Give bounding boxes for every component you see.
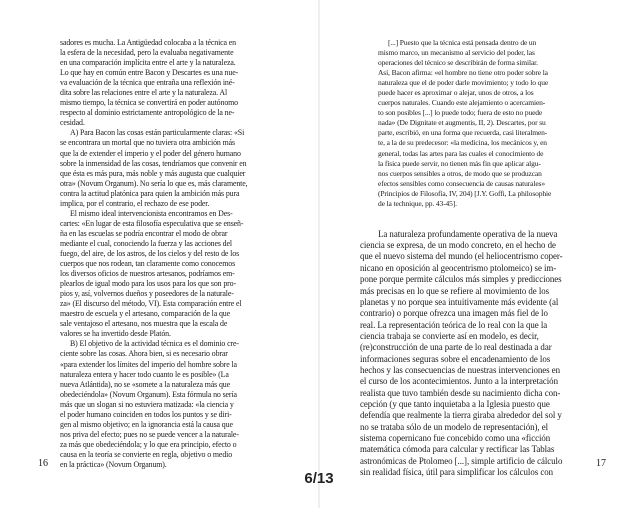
quote-line: efectos sensibles como consecuencia de causas naturales» (378, 178, 545, 188)
quote-line: (Principios de Filosofía, IV, 204) [J.Y. Goffi, La philosophie (378, 188, 552, 198)
text-line: ña en las escuelas se podría encontrar el modo de obrar (60, 228, 228, 238)
text-line: el curso de los acontecimientos. Junto a la interpretación (360, 376, 558, 387)
quote-line: operaciones del técnico se describirán de forma similar. (378, 58, 538, 68)
text-line: matemática cómoda para calcular y rectificar las Tablas (360, 444, 555, 455)
text-line: sin realidad física, útil para simplificar los cálculos con (360, 467, 553, 478)
text-line: respecto al dominio estrictamente antropológico de la ne- (60, 108, 235, 118)
text-line: mismo tiempo, la técnica se convertirá en poder autónomo (60, 98, 238, 108)
text-line: pone porque permite cálculos más simples y predicciones (360, 274, 562, 285)
right-page (360, 38, 614, 478)
text-line: mediante el cual, conociendo la fuerza y las acciones del (60, 238, 232, 248)
slide-counter: 6/13 (304, 470, 334, 487)
quote-line: naturaleza que el de poder darle movimiento; y todo lo que (378, 78, 549, 88)
text-line: informaciones seguras sobre el encadenamiento de los (360, 353, 551, 364)
text-line: en una comparación implícita entre el arte y la naturaleza. (60, 58, 236, 68)
text-line: sobre la inmensidad de las cosas, tendríamos que convenir en (60, 158, 247, 168)
text-line: más precisas en lo que se refiere al movimiento de los (360, 285, 550, 296)
section-gap (360, 209, 614, 229)
text-line: gen al mismo objetivo; en la ignorancia está la causa que (60, 419, 233, 429)
text-line: fuego, del aire, de los astros, de los cielos y del resto de los (60, 248, 240, 258)
text-line: sadores es mucha. La Antigüedad colocaba a la técnica en (60, 38, 236, 47)
text-line: la esfera de la necesidad, pero la evaluaba negativamente (60, 48, 234, 58)
text-line: va evaluación de la técnica que entraña una reflexión iné- (60, 78, 235, 88)
text-line: planetas y no porque sea intuitivamente más evidente (al (360, 296, 559, 307)
text-line: obedeciéndola» (Novum Organum). Esta fórmula no sería (60, 389, 237, 399)
left-page-text (60, 38, 312, 470)
text-line: más que un slogan si no estuviera matizada: «la ciencia y (60, 399, 234, 409)
quote-line: puede hacer es aproximar o alejar, unos de otros, a los (378, 88, 534, 98)
text-line: nicano en oposición al geocentrismo ptolomeico) se im- (360, 262, 557, 273)
text-line: el poder humano coinciden en todos los puntos y se diri- (60, 409, 232, 419)
text-line: hechos y las consecuencias de nuestras intervenciones en (360, 364, 561, 375)
text-line: za» (El discurso del método, VI). Esta comparación entre el (60, 299, 242, 309)
left-page (60, 38, 312, 470)
text-line: los diversos oficios de nuestros artesanos, podríamos em- (60, 269, 235, 279)
text-line: dita sobre las relaciones entre el arte y la naturaleza. Al (60, 88, 228, 98)
text-line: naturaleza entera y hacer todo cuanto le es posible» (La (60, 369, 229, 379)
text-line: que la de extender el imperio y el poder del género humano (60, 148, 241, 158)
text-line: implica, por el contrario, el rechazo de ese poder. (60, 198, 210, 208)
text-line: (re)construcción de una parte de lo real destinada a dar (360, 342, 552, 353)
right-page-number: 17 (596, 458, 606, 469)
text-line: sistema copernicano fue concebido como una «ficción (360, 432, 551, 443)
quote-line: mismo marco, un mecanismo al servicio del poder, las (378, 48, 535, 58)
book-gutter (318, 0, 320, 508)
quote-line: general, todas las artes para las cuales el conocimiento de (378, 148, 544, 158)
text-line: cartes: «En lugar de esta filosofía especulativa que se enseñ- (60, 218, 244, 228)
text-line: ciente sobre las cosas. Ahora bien, si es necesario obrar (60, 349, 228, 359)
text-line: ciencia trabaja se convierte así en modelo, es decir, (360, 330, 539, 341)
text-line: contrario) o porque ofrezca una imagen más fiel de lo (360, 308, 548, 319)
text-line: no se trataba sólo de un modelo de representación), el (360, 421, 549, 432)
quote-line: la física puede servir, no tienen más fin que aplicar algu- (378, 158, 541, 168)
quote-line: nos cuerpos sensibles a otros, de modo que se produzcan (378, 168, 542, 178)
quote-line: to son posibles [...] lo puede todo; fuera de esto no puede (378, 108, 543, 118)
text-line: cesidad. (60, 118, 85, 128)
text-line: A) Para Bacon las cosas están particularmente claras: «Si (70, 128, 245, 138)
text-line: maestro de escuela y el artesano, comparación de la que (60, 309, 230, 319)
text-line: cepción (y que tanto inquietaba a la Iglesia puesto que (360, 398, 550, 409)
left-page-number: 16 (38, 458, 48, 469)
text-line: se encontrara un mortal que no tuviera otra ambición más (60, 138, 235, 148)
text-line: ciencia se expresa, de un modo concreto, en el hecho de (360, 240, 556, 251)
text-line: nueva Atlántida), no se «somete a la naturaleza más que (60, 379, 230, 389)
text-line: causa en la teoría se convierte en regla, objetivo o medio (60, 449, 233, 459)
text-line: en la práctica» (Novum Organum). (60, 459, 167, 469)
text-line: La naturaleza profundamente operativa de la nueva (378, 228, 558, 239)
quote-line: parte, escribió, en una forma que recuerda, casi literalmen- (378, 128, 548, 138)
quote-line: te, a la de su predecesor: «la medicina, los mecánicos y, en (378, 138, 547, 148)
text-line: za más que obedeciéndola; y lo que era principio, efecto o (60, 439, 237, 449)
text-line: contra la actitud platónica para quien la ambición más pura (60, 188, 240, 198)
text-line: «para extender los límites del imperio del hombre sobre la (60, 359, 237, 369)
block-quote (378, 38, 614, 209)
text-line: realista que tuvo también desde su nacimiento dicha con- (360, 387, 561, 398)
text-line: que ésta es más pura, más noble y más augusta que cualquier (60, 168, 246, 178)
text-line: nos priva del efecto; pues no se puede vencer a la naturale- (60, 429, 239, 439)
text-line: cuerpos que nos rodean, tan claramente como conocemos (60, 259, 236, 269)
text-line: B) El objetivo de la actividad técnica es el dominio cre- (70, 339, 239, 349)
quote-line: Así, Bacon afirma: «el hombre no tiene otro poder sobre la (378, 68, 548, 78)
quote-line: de la technique, pp. 43-45]. (378, 198, 457, 208)
quote-line: cuerpos naturales. Cuando este alejamiento o acercamien- (378, 98, 546, 108)
text-line: otra» (Novum Organum). No sería lo que es, más claramente, (60, 178, 248, 188)
text-line: pios y, así, volvernos dueños y poseedores de la naturale- (60, 289, 234, 299)
text-line: defendía que realmente la tierra giraba alrededor del sol y (360, 410, 562, 421)
text-line: El mismo ideal intervencionista encontramos en Des- (70, 208, 233, 218)
text-line: Lo que hay en común entre Bacon y Descartes es una nue- (60, 68, 239, 78)
body-text (360, 229, 614, 479)
text-line: valores se ha invertido desde Platón. (60, 329, 171, 339)
text-line: astronómicas de Ptolomeo [...], simple artificio de cálculo (360, 455, 563, 466)
quote-line: nada» (De Dignitate et augmentis, II, 2). Descartes, por su (378, 118, 546, 128)
text-line: plearlos de igual modo para los usos para los que son pro- (60, 279, 237, 289)
text-line: real. La representación teórica de lo real con la que la (360, 319, 548, 330)
text-line: que el nuevo sistema del mundo (el heliocentrismo coper- (360, 251, 563, 262)
text-line: sale ventajoso el artesano, nos muestra que la escala de (60, 319, 228, 329)
quote-line: [...] Puesto que la técnica está pensada dentro de un (388, 38, 537, 47)
